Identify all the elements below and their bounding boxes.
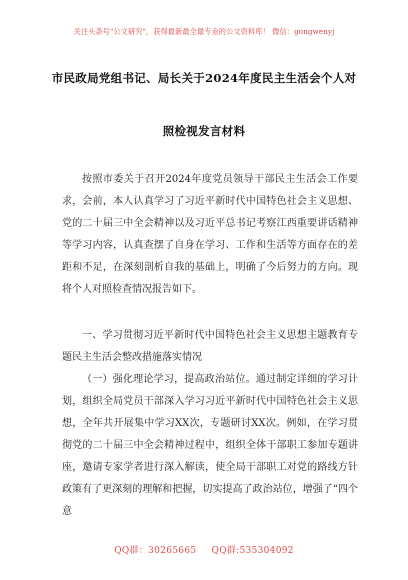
paragraph-subsection-1: （一）强化理论学习，提高政治站位。通过制定详细的学习计划，组织全局党员干部深入学习习近平新时代中国特色社会主义思想，全年共开展集中学习XX次，专题研讨XX次。例如，在学习贯彻党的二十届三中全会精神过程中，组织全体干部职工参加专题讲座，邀请专家学者进行深入解读，使全局干部职工对党的路线方针政策有了更深刻的理解和把握，切实提高了政治站位，增强了“四个意 (62, 374, 358, 517)
header-note: 关注头条号"公文研究"，获得最新最全最专业的公文资料库！ 微信：gongwenyj (73, 27, 335, 36)
paragraph-intro: 按照市委关于召开2024年度党员领导干部民主生活会工作要求，会前，本人认真学习了习近平新时代中国特色社会主义思想、党的二十届三中全会精神以及习近平总书记考察江西重要讲话精神等学习内容，认真查摆了自身在学习、工作和生活等方面存在的差距和不足，在深刻剖析自我的基础上，明确了今后努力的方向。现将个人对照检查情况报告如下。 (62, 174, 358, 295)
footer-qq-group-1: QQ群：30265665 (114, 546, 197, 556)
document-title-line1: 市民政局党组书记、局长关于2024年度民主生活会个人对 (51, 71, 357, 85)
footer-qq-group-2: QQ群:535304092 (211, 546, 294, 556)
document-title-line2: 照检视发言材料 (162, 124, 246, 138)
section-heading-1: 一、学习贯彻习近平新时代中国特色社会主义思想主题教育专题民主生活会整改措施落实情况 (62, 330, 358, 363)
footer-contacts (0, 543, 408, 556)
